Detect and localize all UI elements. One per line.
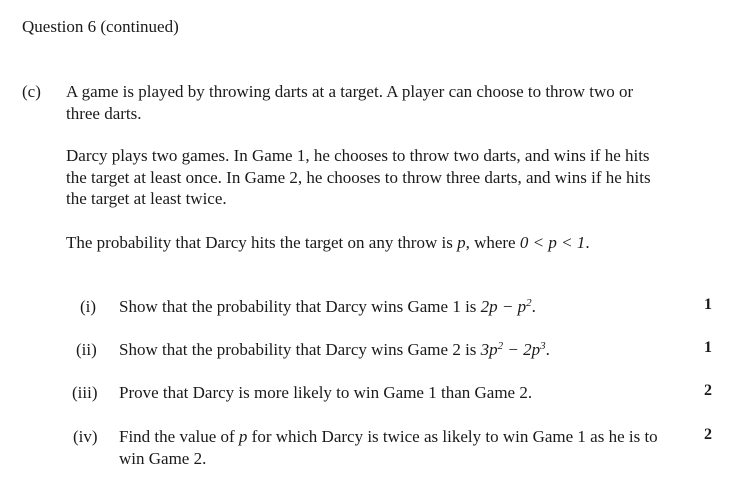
probability-variable: p — [457, 233, 466, 252]
marks-value: 2 — [704, 382, 712, 399]
marks-value: 1 — [704, 339, 712, 356]
subpart-ii-statement: Show that the probability that Darcy wins Game 2 is — [119, 340, 477, 359]
subpart-ii-expression: $3p^2 - 2p^3$ — [480, 340, 546, 359]
subpart-ii-end: . — [545, 340, 550, 359]
subpart-iv-before: Find the value of — [119, 427, 235, 446]
subpart-text — [119, 339, 550, 360]
probability-range: 0 < p < 1 — [519, 233, 586, 252]
probability-statement — [66, 232, 590, 253]
subpart-i-statement: Show that the probability that Darcy wins Game 1 is — [119, 297, 477, 316]
subpart-i-end: . — [531, 297, 536, 316]
part-c-setup: Darcy plays two games. In Game 1, he chooses to throw two darts, and wins if he hits the target at least once. In Game 2, he chooses to throw three darts, and wins if he hits the target at least twice. — [66, 146, 651, 208]
marks-value: 2 — [704, 426, 712, 443]
probability-end: . — [585, 233, 590, 252]
subpart-iv-variable: p — [238, 427, 248, 446]
subpart-i-expression: $2p - p^2$ — [480, 297, 532, 316]
subpart-iv-after: for which Darcy is twice as likely to win Game 1 as he is to win Game 2. — [119, 427, 658, 468]
part-c-intro: A game is played by throwing darts at a target. A player can choose to throw two or three darts. — [66, 82, 634, 123]
probability-where: , where — [465, 233, 516, 252]
marks-value: 1 — [704, 296, 712, 313]
part-c-label: (c) — [22, 82, 41, 101]
subpart-text — [119, 426, 664, 469]
probability-text: The probability that Darcy hits the target on any throw is — [66, 233, 453, 252]
subpart-label: (iv) — [73, 427, 98, 446]
subpart-text: Prove that Darcy is more likely to win Game 1 than Game 2. — [119, 383, 533, 402]
question-header: Question 6 (continued) — [22, 17, 179, 36]
subpart-text — [119, 296, 536, 317]
subpart-label: (iii) — [72, 383, 98, 402]
subpart-label: (ii) — [76, 340, 97, 359]
subpart-label: (i) — [80, 297, 97, 316]
